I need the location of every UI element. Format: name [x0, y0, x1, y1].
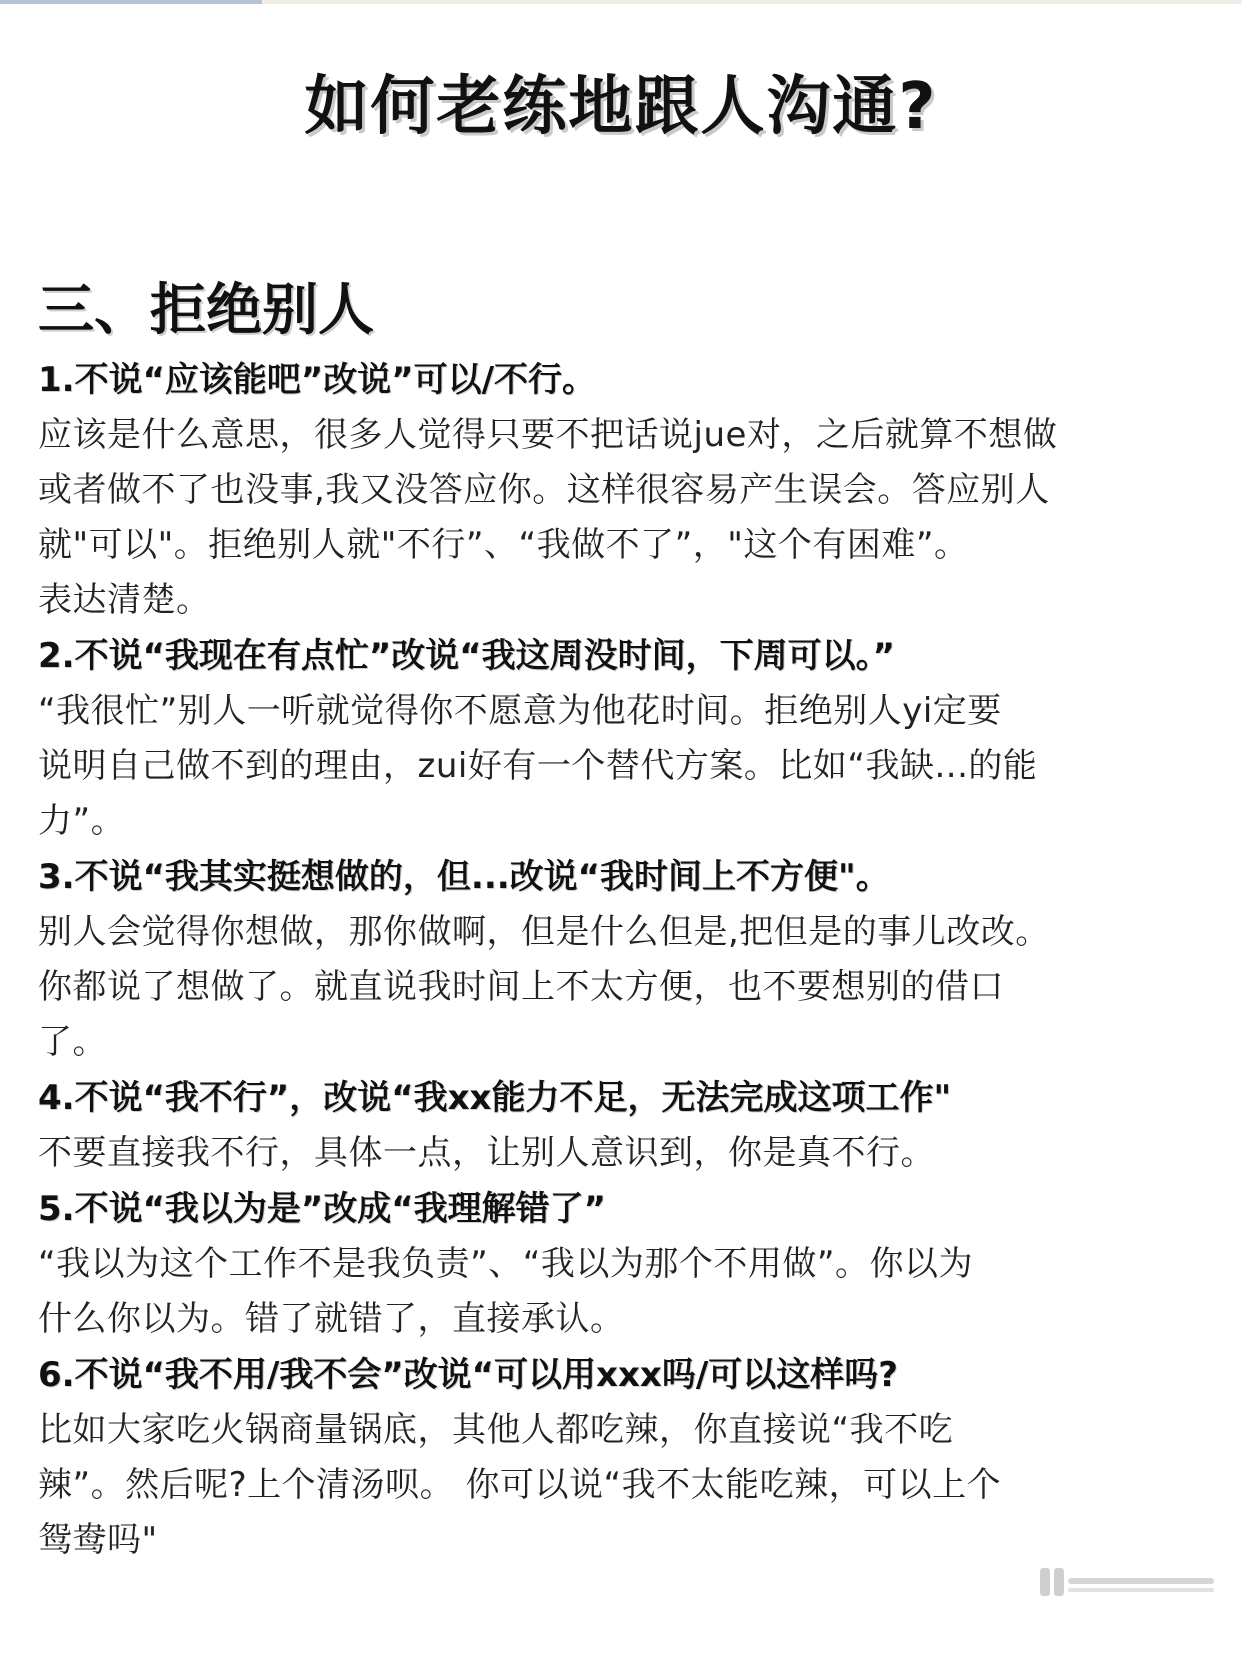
top-strip-accent [0, 0, 262, 4]
body-line: 你都说了想做了。就直说我时间上不太方便，也不要想别的借口 [38, 967, 1004, 1007]
body-line: “我很忙”别人一听就觉得你不愿意为他花时间。拒绝别人yi定要 [38, 691, 1002, 731]
body-line: 力”。 [38, 801, 126, 841]
section-title: 三、拒绝别人 [38, 278, 374, 343]
item-body [38, 1126, 1204, 1181]
body-line: 说明自己做不到的理由，zui好有一个替代方案。比如“我缺...的能 [38, 746, 1038, 786]
body-line: 表达清楚。 [38, 580, 211, 620]
item-body [38, 408, 1204, 628]
list-item [38, 1181, 1204, 1347]
item-body [38, 684, 1204, 849]
body-line: 别人会觉得你想做，那你做啊，但是什么但是,把但是的事儿改改。 [38, 912, 1050, 952]
body-line: 应该是什么意思，很多人觉得只要不把话说jue对，之后就算不想做 [38, 415, 1058, 455]
body-line: 了。 [38, 1022, 107, 1062]
body-line: 就"可以"。拒绝别人就"不行”、“我做不了”，"这个有困难”。 [38, 525, 969, 565]
body-line: 辣”。然后呢?上个清汤呗。 你可以说“我不太能吃辣，可以上个 [38, 1465, 1002, 1505]
item-body [38, 1403, 1204, 1568]
item-body [38, 1237, 1204, 1347]
item-heading: 2.不说“我现在有点忙”改说“我这周没时间，下周可以。” [38, 636, 895, 676]
article-content [38, 272, 1204, 1568]
body-line: 鸳鸯吗" [38, 1520, 158, 1560]
list-item [38, 1070, 1204, 1181]
list-item [38, 352, 1204, 628]
page-title: 如何老练地跟人沟通? [304, 70, 938, 144]
list-item [38, 1347, 1204, 1568]
item-heading: 5.不说“我以为是”改成“我理解错了” [38, 1189, 606, 1229]
body-line: 什么你以为。错了就错了，直接承认。 [38, 1299, 625, 1339]
item-heading: 3.不说“我其实挺想做的，但...改说“我时间上不方便"。 [38, 857, 890, 897]
logo-mark-icon [1038, 1564, 1216, 1604]
item-heading: 4.不说“我不行”，改说“我xx能力不足，无法完成这项工作" [38, 1078, 952, 1118]
list-item [38, 849, 1204, 1070]
list-item [38, 628, 1204, 849]
body-line: 或者做不了也没事,我又没答应你。这样很容易产生误会。答应别人 [38, 470, 1050, 510]
item-heading: 6.不说“我不用/我不会”改说“可以用xxx吗/可以这样吗? [38, 1355, 898, 1395]
item-body [38, 905, 1204, 1070]
body-line: 不要直接我不行，具体一点，让别人意识到，你是真不行。 [38, 1133, 935, 1173]
body-line: “我以为这个工作不是我负责”、“我以为那个不用做”。你以为 [38, 1244, 973, 1284]
item-heading: 1.不说“应该能吧”改说”可以/不行。 [38, 360, 597, 400]
body-line: 比如大家吃火锅商量锅底，其他人都吃辣，你直接说“我不吃 [38, 1410, 954, 1450]
